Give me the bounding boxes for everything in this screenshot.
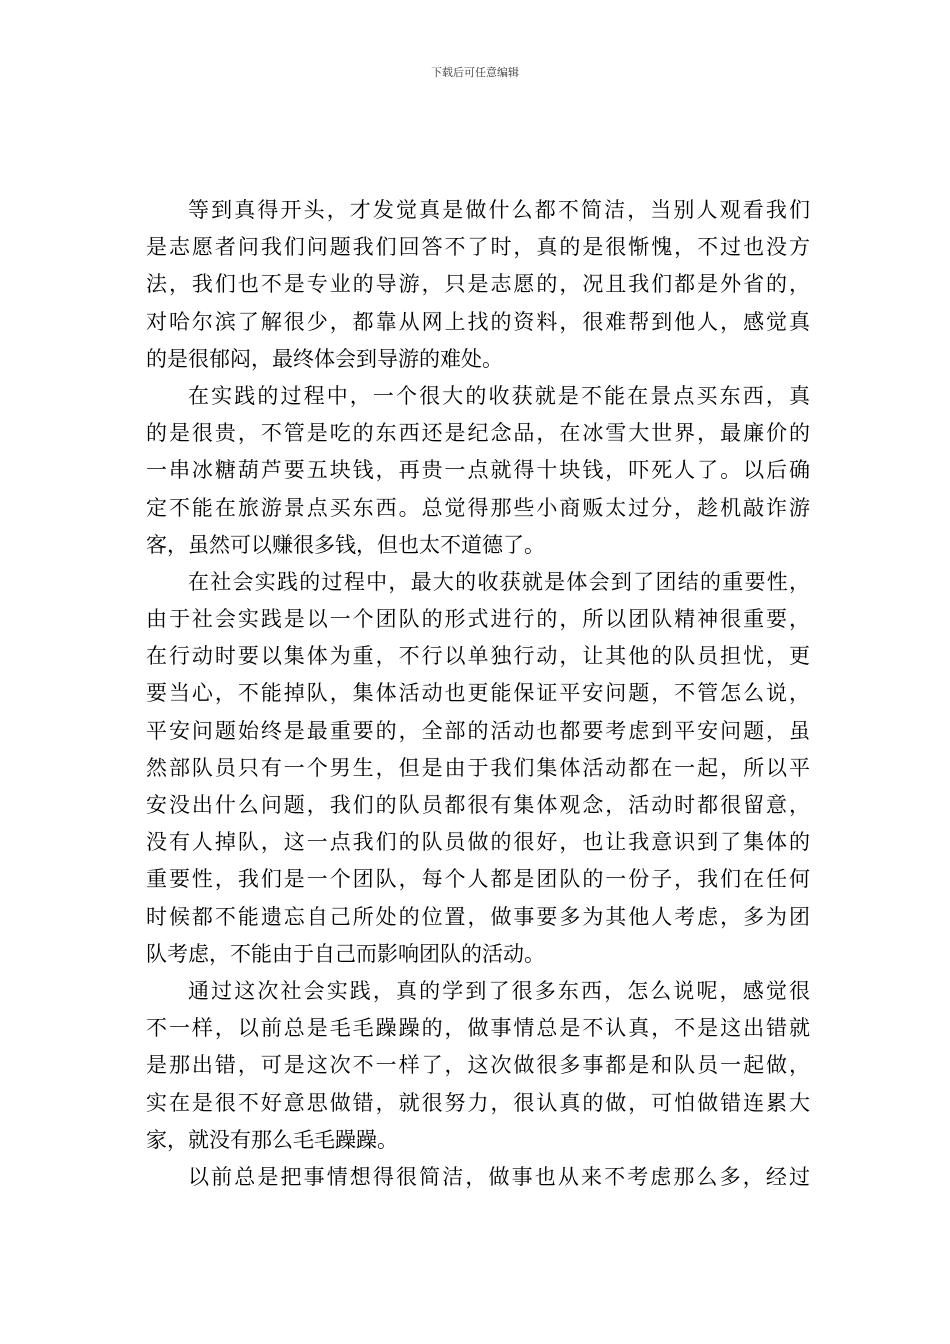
text-line: 实在是很不好意思做错，就很努力，很认真的做，可怕做错连累大 [146,1090,810,1115]
text-line: 然部队员只有一个男生，但是由于我们集体活动都在一起，所以平 [146,755,810,780]
text-line: 时候都不能遗忘自己所处的位置，做事要多为其他人考虑，多为团 [146,904,810,929]
paragraph [146,564,810,973]
text-line: 客，虽然可以赚很多钱，但也太不道德了。 [146,532,545,557]
text-line: 的是很贵，不管是吃的东西还是纪念品，在冰雪大世界，最廉价的 [146,421,810,446]
text-line: 安没出什么问题，我们的队员都很有集体观念，活动时都很留意， [146,793,810,817]
text-line: 是那出错，可是这次不一样了，这次做很多事都是和队员一起做， [146,1053,810,1078]
text-line: 要当心，不能掉队，集体活动也更能保证平安问题，不管怎么说， [146,681,810,706]
text-line: 重要性，我们是一个团队，每个人都是团队的一份子，我们在任何 [146,867,810,892]
page-header: 下载后可任意编辑 [431,66,519,79]
text-line: 定不能在旅游景点买东西。总觉得那些小商贩太过分，趁机敲诈游 [146,495,810,520]
text-line: 对哈尔滨了解很少，都靠从网上找的资料，很难帮到他人，感觉真 [146,309,810,334]
paragraph [146,973,810,1159]
text-line: 平安问题始终是最重要的，全部的活动也都要考虑到平安问题，虽 [146,718,810,743]
text-line: 以前总是把事情想得很简洁，做事也从来不考虑那么多，经过 [188,1164,810,1189]
paragraph [146,192,810,378]
text-line: 等到真得开头，才发觉真是做什么都不简洁，当别人观看我们 [188,198,810,222]
text-line: 是志愿者问我们问题我们回答不了时，真的是很惭愧，不过也没方 [146,235,810,260]
paragraph [146,378,810,564]
text-line: 在社会实践的过程中，最大的收获就是体会到了团结的重要性， [188,569,810,594]
text-line: 一串冰糖葫芦要五块钱，再贵一点就得十块钱，吓死人了。以后确 [146,458,810,483]
text-line: 没有人掉队，这一点我们的队员做的很好，也让我意识到了集体的 [146,830,810,855]
text-line: 队考虑，不能由于自己而影响团队的活动。 [146,941,545,966]
text-line: 不一样，以前总是毛毛躁躁的，做事情总是不认真，不是这出错就 [146,1016,810,1041]
text-line: 通过这次社会实践，真的学到了很多东西，怎么说呢，感觉很 [188,978,810,1003]
paragraph [146,1159,810,1196]
text-line: 由于社会实践是以一个团队的形式进行的，所以团队精神很重要， [146,607,810,632]
text-line: 的是很郁闷，最终体会到导游的难处。 [146,346,503,371]
document-body [146,192,810,1196]
text-line: 法，我们也不是专业的导游，只是志愿的，况且我们都是外省的， [146,272,810,297]
text-line: 在行动时要以集体为重，不行以单独行动，让其他的队员担忧，更 [146,644,810,669]
text-line: 在实践的过程中，一个很大的收获就是不能在景点买东西，真 [188,383,810,408]
text-line: 家，就没有那么毛毛躁躁。 [146,1127,398,1152]
